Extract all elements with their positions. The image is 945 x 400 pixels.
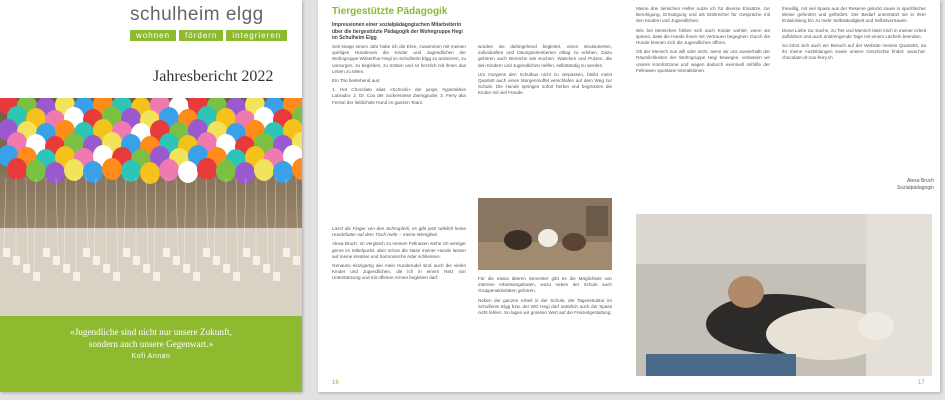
wish-card: [263, 264, 270, 273]
dogs-photo: [478, 198, 612, 270]
balloon: [235, 162, 255, 184]
quote-box: [0, 316, 302, 392]
paragraph: Für die etwas älteren Semester gibt es die Möglichkeit von internen Arbeitsangeboten, wozu neben der Schule auch Gruppenaktivitäten gehören.: [478, 276, 612, 294]
paragraph: Seit knapp einem Jahr habe ich die Ehre, zusammen mit meinen quirligen Hündinnen die Kinder und Jugendlichen der Wohngruppe Winterthur-Hegi im Schulheim Elgg zu animieren, zu umsorgen, zu begleiten, zu trösten und so herzlich mit ihnen das Leben zu teilen.: [332, 44, 466, 74]
wish-card: [183, 264, 190, 273]
balloon: [64, 159, 84, 181]
paragraph: Um morgens den Schulbus nicht zu verpassen, bleibt meist Quartett auch einen Morgenmuffel verschlafen auf dem Weg zur Schule. Die Hunde springen sofort herbei und begrüssen die Kinder mit viel Freude.: [478, 71, 612, 96]
paragraph: Ein Trio bestehend aus:: [332, 78, 381, 84]
brand-logo: schulheim elgg: [130, 4, 264, 25]
column-1-lower: [332, 226, 466, 376]
wish-card: [63, 264, 70, 273]
tagline-foerdern: fördern: [179, 30, 223, 41]
wish-card: [93, 256, 100, 265]
quote-line-2: sondern auch unsere Gegenwart.»: [88, 339, 214, 349]
paragraph: Neben der ganzen Arbeit in der Schule, der Tagesstruktur im Schulheim Elgg bzw. der WG Hegi darf natürlich auch der Spass nicht fehlen. So lagen wir grossen Wert auf die Freizeitgestaltung.: [478, 297, 612, 316]
wish-card: [13, 256, 20, 265]
balloon: [45, 162, 65, 184]
column-2-lower: [478, 276, 612, 380]
paragraph: Diese Liebe zur Sache, zu Tier und Mensch lässt mich in meiner Arbeit aufblühen und auch anstrengende Tage mit einem Lächeln beenden.: [782, 27, 926, 39]
paragraph: worden sie dahingehend begleitet, einen strukturierten, individuellen und lösungsorientierten Alltag zu erleben. Dazu gehören auch Bereiche wie Kochen, Waschen und Putzen, die den Kindern und Jugendlichen helfen, selbständig zu werden.: [478, 44, 612, 68]
wish-card: [193, 272, 200, 281]
column-2: [478, 44, 612, 194]
balloons-photo: [0, 98, 302, 316]
wish-card: [33, 272, 40, 281]
quote-author: Kofi Annan: [131, 353, 171, 360]
wish-card: [293, 256, 300, 265]
tagline-integrieren: integrieren: [226, 30, 287, 41]
article-spread: [318, 0, 940, 392]
dog-and-child-photo: [636, 214, 932, 376]
wish-card: [103, 264, 110, 273]
paragraph: Alexa Bruch: Im Vergleich zu meinen Fellnasen stehe ich weniger gerne im Mittelpunkt, aber schon die Nase meiner Hunde lassen auf meine kreative und harmonische Ader schliessen.: [332, 241, 466, 259]
report-title: Jahresbericht 2022: [153, 68, 274, 85]
balloon: [254, 159, 274, 181]
wish-card: [243, 248, 250, 257]
article-lead: Impressionen einer sozialpädagogischen Mitarbeiterin über die tiergestützte Pädagogik der Wohngruppe Hegi im Schulheim Elgg: [332, 22, 463, 42]
paragraph: Ob der Mensch nun will oder nicht, wenn wir uns ausserhalb der Räumlichkeiten der Wohngruppe Hegi bewegen, verlassen wir unsere Komfortzone und wagen dadurch eventuell mithilfe der Fellnasen spontane Interaktionen.: [636, 49, 770, 73]
balloon: [102, 158, 122, 180]
wish-card: [3, 248, 10, 257]
wish-card: [73, 272, 80, 281]
wish-card: [143, 264, 150, 273]
wish-card: [213, 256, 220, 265]
balloon: [178, 161, 198, 183]
wish-card: [223, 264, 230, 273]
cover-page: [0, 0, 302, 392]
balloon: [159, 159, 179, 181]
article-heading: Tiergestützte Pädagogik: [332, 6, 448, 17]
signature: [897, 178, 934, 192]
quote-line-1: «Jugendliche sind nicht nur unsere Zukunft,: [70, 327, 232, 337]
wish-card: [253, 256, 260, 265]
wish-card: [43, 248, 50, 257]
column-1: [332, 44, 466, 214]
paragraph: Meine drei tierischen Helfer nutze ich für diverse Einsätze, zur Beruhigung, Ermutigung und als Eisbrecher für Gespräche mit den Kindern und Jugendlichen.: [636, 6, 770, 24]
signature-name: Alexa Bruch: [907, 178, 934, 184]
wish-card: [23, 264, 30, 273]
paragraph: 1. Hot Chocolate alias «Schocki» der junge, hyperaktive Labrador. 2. Dr. Coo der zuckersüsse Zwergpudel. 3. Ferry aka Ferrari der lieblichste Hund im ganzen Team.: [332, 87, 466, 105]
column-3: [636, 6, 770, 206]
wish-card: [273, 272, 280, 281]
wish-card: [233, 272, 240, 281]
image-caption: Lasst die Finger von den Schnupferli, es gibt jetzt wirklich keine Hundefutter auf dem Tisch mehr – meine Wenigkeit.: [332, 226, 466, 238]
wish-card: [283, 248, 290, 257]
paragraph: freiwillig, mit viel Spass aus der Reserve gelockt sowie in spezifischer Weise gefordert und gefördert. Der Bedarf unterstützt sie in ihrer Entwicklung hin zu mehr Selbständigkeit und Selbstvertrauen.: [782, 6, 926, 24]
wish-card: [53, 256, 60, 265]
wish-card: [133, 256, 140, 265]
wish-card: [163, 248, 170, 257]
tagline-wohnen: wohnen: [130, 30, 176, 41]
balloon: [197, 158, 217, 180]
wish-card: [113, 272, 120, 281]
paragraph: Genauso einzigartig wie mein Hunderudel sind auch die vielen Kinder und Jugendlichen, die ich in einem Netz von Unterstützung und mit offenen Armen begleiten darf.: [332, 263, 466, 281]
paragraph: Wie bei Menschen fühlen sich auch Kinder wohler, wenn sie spüren, dass die Hunde ihnen mit Vertrauen begegnen. Durch die Hunde können sich die Jugendlichen öffnen.: [636, 27, 770, 46]
wish-card: [83, 248, 90, 257]
brand-tagline: [130, 30, 287, 41]
wish-card: [123, 248, 130, 257]
balloon: [140, 162, 160, 184]
wish-card: [153, 272, 160, 281]
paragraph: So lohnt sich auch ein Besuch auf der Website meines Quartetts, da ihr meine Ausbildungen sowie unsere Geschichte findet: www.hot-chocolate-dr-coo-ferry.ch: [782, 43, 926, 61]
wish-card: [173, 256, 180, 265]
page-number-right: 17: [918, 380, 925, 386]
cover-quote: [0, 326, 302, 350]
column-4: [782, 6, 926, 166]
page-number-left: 16: [332, 380, 339, 386]
balloon: [121, 160, 141, 182]
signature-role: Sozialpädagogin: [897, 185, 934, 191]
wish-card: [203, 248, 210, 257]
balloon: [7, 158, 27, 180]
